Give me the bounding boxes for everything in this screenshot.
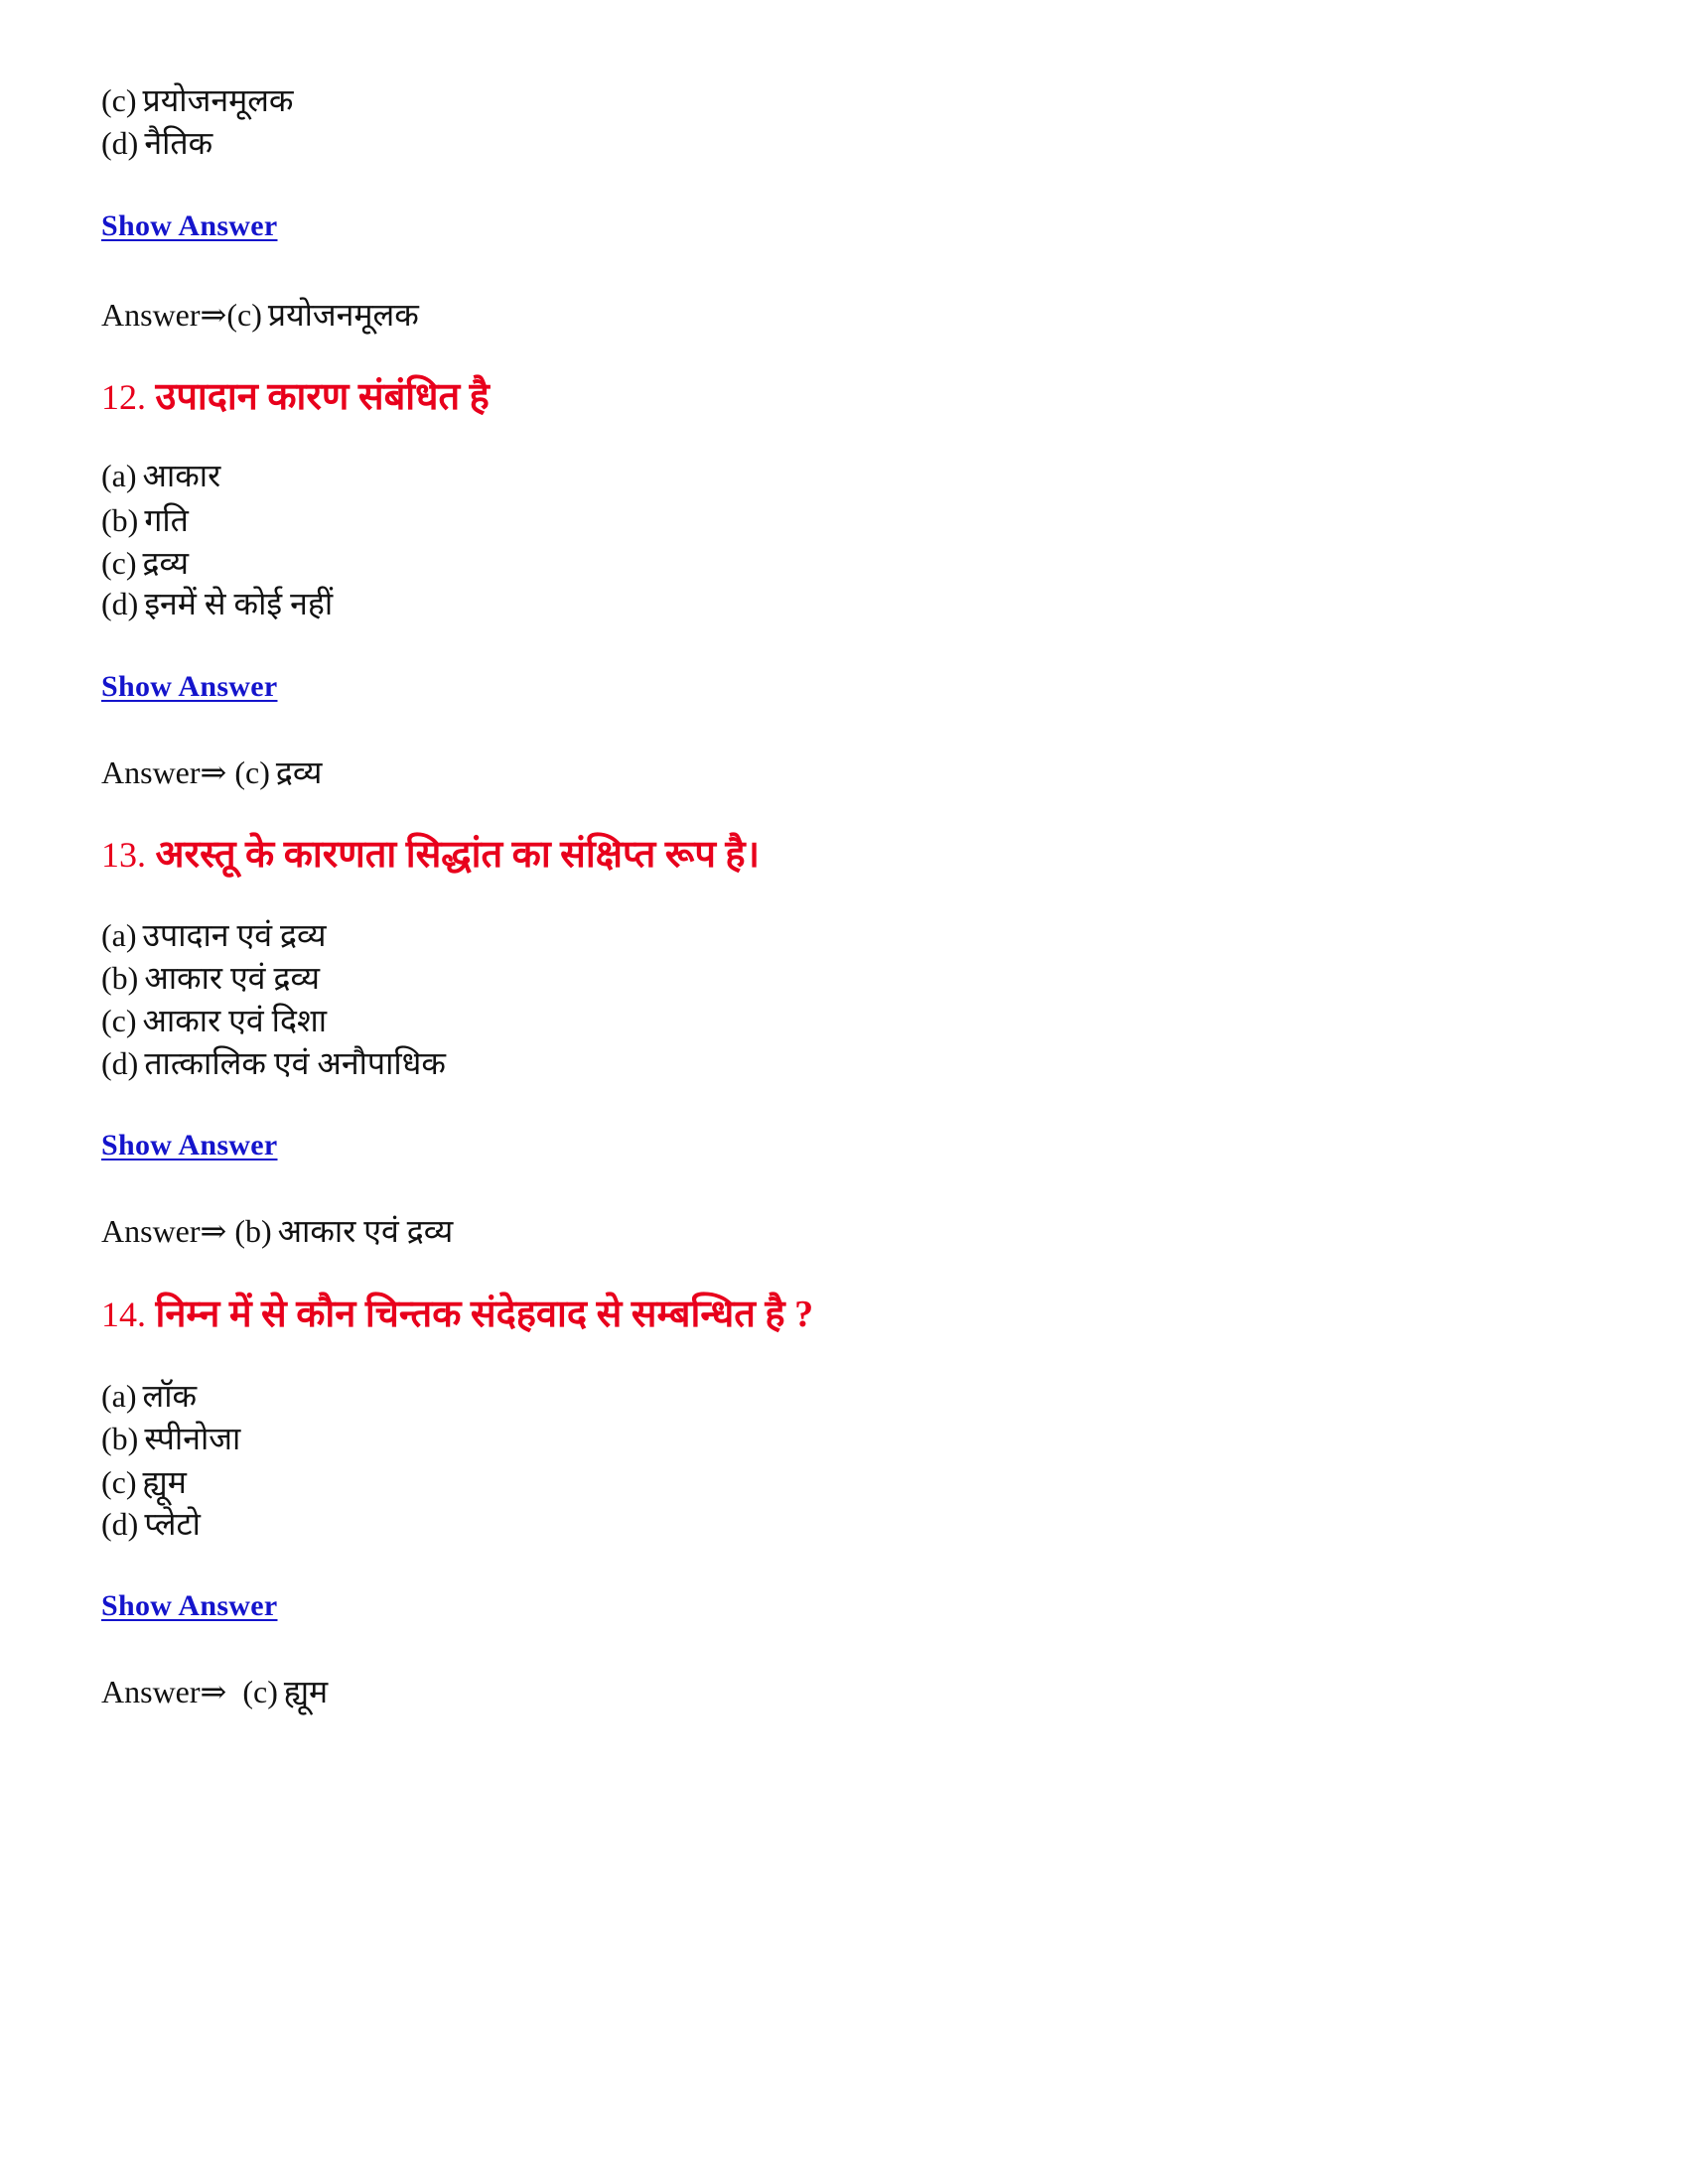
question-text: निम्न में से कौन चिन्तक संदेहवाद से सम्बन्धित है ?: [155, 1294, 814, 1335]
option-q11-d: [101, 121, 212, 165]
answer-text: प्रयोजनमूलक: [267, 297, 419, 333]
option-label: (b): [101, 1421, 139, 1456]
option-q14-b: [101, 1417, 240, 1460]
answer-text: द्रव्य: [275, 754, 323, 790]
option-label: (d): [101, 1045, 139, 1081]
option-label: (b): [101, 502, 139, 538]
option-q14-c: [101, 1460, 187, 1504]
option-text: उपादान एवं द्रव्य: [142, 917, 327, 953]
answer-q13: [101, 1209, 453, 1253]
option-text: आकार एवं द्रव्य: [144, 960, 320, 996]
option-text: प्लेटो: [144, 1506, 201, 1542]
question-number: 12.: [101, 377, 146, 417]
option-q14-d: [101, 1502, 201, 1546]
option-text: गति: [144, 502, 189, 538]
option-text: तात्कालिक एवं अनौपाधिक: [144, 1045, 446, 1081]
option-label: (c): [101, 545, 137, 581]
option-q12-d: [101, 582, 333, 625]
option-text: स्पीनोजा: [144, 1421, 241, 1456]
option-label: (a): [101, 917, 137, 953]
option-q12-c: [101, 541, 189, 585]
option-label: (d): [101, 586, 139, 621]
option-text: लॉक: [142, 1378, 198, 1414]
question-number: 13.: [101, 835, 146, 875]
option-label: (d): [101, 1506, 139, 1542]
option-q13-d: [101, 1041, 446, 1085]
option-q14-a: [101, 1374, 197, 1418]
question-text: उपादान कारण संबंधित है: [155, 376, 490, 418]
question-heading-13: [101, 829, 760, 881]
option-label: (a): [101, 458, 137, 493]
question-heading-12: [101, 371, 490, 423]
answer-text: ह्यूम: [283, 1674, 329, 1709]
question-text: अरस्तू के कारणता सिद्धांत का संक्षिप्त रूप है।: [155, 834, 760, 876]
show-answer-link-q13[interactable]: Show Answer: [101, 1129, 278, 1161]
answer-prefix: Answer⇒: [101, 297, 227, 333]
option-text: द्रव्य: [142, 545, 190, 581]
option-q13-b: [101, 956, 320, 1000]
answer-q14: [101, 1670, 328, 1713]
option-label: (c): [101, 82, 137, 118]
question-number: 14.: [101, 1295, 146, 1334]
option-text: आकार एवं दिशा: [142, 1003, 327, 1038]
answer-label: (b): [234, 1213, 272, 1249]
option-text: नैतिक: [144, 125, 213, 161]
answer-q11: [101, 293, 419, 337]
option-text: प्रयोजनमूलक: [142, 82, 294, 118]
option-text: आकार: [142, 458, 221, 493]
show-answer-link-q12[interactable]: Show Answer: [101, 670, 278, 703]
option-label: (a): [101, 1378, 137, 1414]
answer-label: (c): [242, 1674, 278, 1709]
option-q13-a: [101, 913, 327, 957]
option-q11-c: [101, 78, 293, 122]
show-answer-link-q14[interactable]: Show Answer: [101, 1589, 278, 1622]
answer-prefix: Answer⇒: [101, 1213, 235, 1249]
option-text: इनमें से कोई नहीं: [144, 586, 334, 621]
option-text: ह्यूम: [142, 1464, 187, 1500]
option-q12-a: [101, 454, 220, 497]
option-label: (d): [101, 125, 139, 161]
answer-q12: [101, 751, 322, 794]
answer-label: (c): [226, 297, 262, 333]
option-label: (b): [101, 960, 139, 996]
show-answer-link-q11[interactable]: Show Answer: [101, 209, 278, 242]
question-heading-14: [101, 1289, 813, 1340]
option-q13-c: [101, 999, 327, 1042]
answer-label: (c): [234, 754, 270, 790]
answer-text: आकार एवं द्रव्य: [277, 1213, 454, 1249]
option-q12-b: [101, 498, 189, 542]
answer-prefix: Answer⇒: [101, 754, 235, 790]
answer-prefix: Answer⇒: [101, 1674, 243, 1709]
option-label: (c): [101, 1464, 137, 1500]
option-label: (c): [101, 1003, 137, 1038]
